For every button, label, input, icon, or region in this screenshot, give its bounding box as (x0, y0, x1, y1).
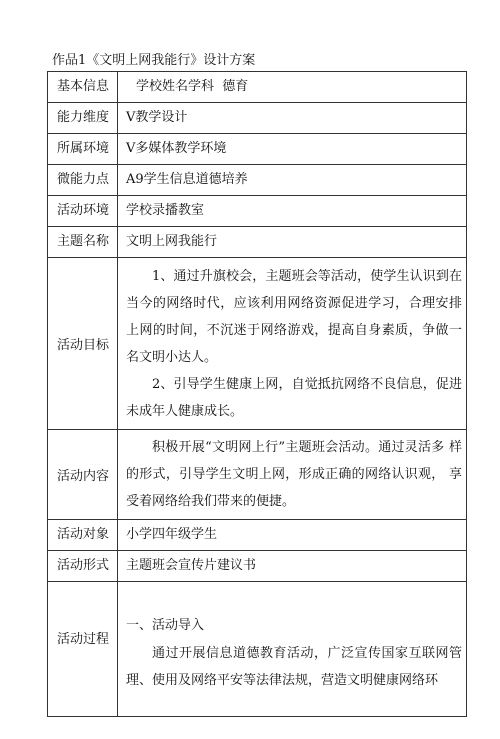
process-text: 通过开展信息道德教育活动，广泛宣传国家互联网管理、使用及网络平安等法律法规，营造文明健康网络环 (126, 645, 462, 688)
process-heading: 一、活动导入 (126, 617, 205, 633)
row-value: 小学四年级学生 (118, 520, 467, 551)
row-label: 主题名称 (48, 227, 118, 258)
table-row (48, 165, 467, 196)
row-label: 活动环境 (48, 196, 118, 227)
design-plan-table (47, 71, 467, 717)
table-row (48, 134, 467, 165)
row-label: 所属环境 (48, 134, 118, 165)
row-value: A9学生信息道德培养 (118, 165, 467, 196)
row-label: 活动形式 (48, 551, 118, 582)
content-cell (118, 430, 467, 520)
row-value: 学校姓名学科 德育 (118, 72, 467, 103)
row-value: 文明上网我能行 (118, 227, 467, 258)
row-value: 主题班会宣传片建议书 (118, 551, 467, 582)
goals-cell (118, 258, 467, 430)
goal-item: 1、通过升旗校会，主题班会等活动，使学生认识到在 当今的网络时代，应该利用网络资源促进学习，合理安排 上网的时间，不沉迷于网络游戏，提高自身素质，争做一 名文明小达人。 (126, 268, 462, 365)
table-row (48, 196, 467, 227)
row-label: 基本信息 (48, 72, 118, 103)
table-row (48, 103, 467, 134)
row-label: 活动目标 (48, 258, 118, 430)
table-row-goals (48, 258, 467, 430)
row-value: V教学设计 (118, 103, 467, 134)
table-row (48, 227, 467, 258)
table-row (48, 72, 467, 103)
row-value: 学校录播教室 (118, 196, 467, 227)
table-row (48, 520, 467, 551)
content-text: 积极开展“文明网上行”主题班会活动。通过灵活多 样的形式，引导学生文明上网，形成正确的网络认识观， 享受着网络给我们带来的便捷。 (126, 440, 462, 509)
row-label: 能力维度 (48, 103, 118, 134)
table-row (48, 551, 467, 582)
row-label: 活动过程 (48, 582, 118, 717)
row-label: 微能力点 (48, 165, 118, 196)
row-label: 活动内容 (48, 430, 118, 520)
row-label: 活动对象 (48, 520, 118, 551)
document-title: 作品1《文明上网我能行》设计方案 (52, 53, 256, 68)
row-value: V多媒体教学环境 (118, 134, 467, 165)
table-row-content (48, 430, 467, 520)
process-cell (118, 582, 467, 717)
goal-item: 2、引导学生健康上网，自觉抵抗网络不良信息，促进 未成年人健康成长。 (126, 376, 462, 419)
table-row-process (48, 582, 467, 717)
